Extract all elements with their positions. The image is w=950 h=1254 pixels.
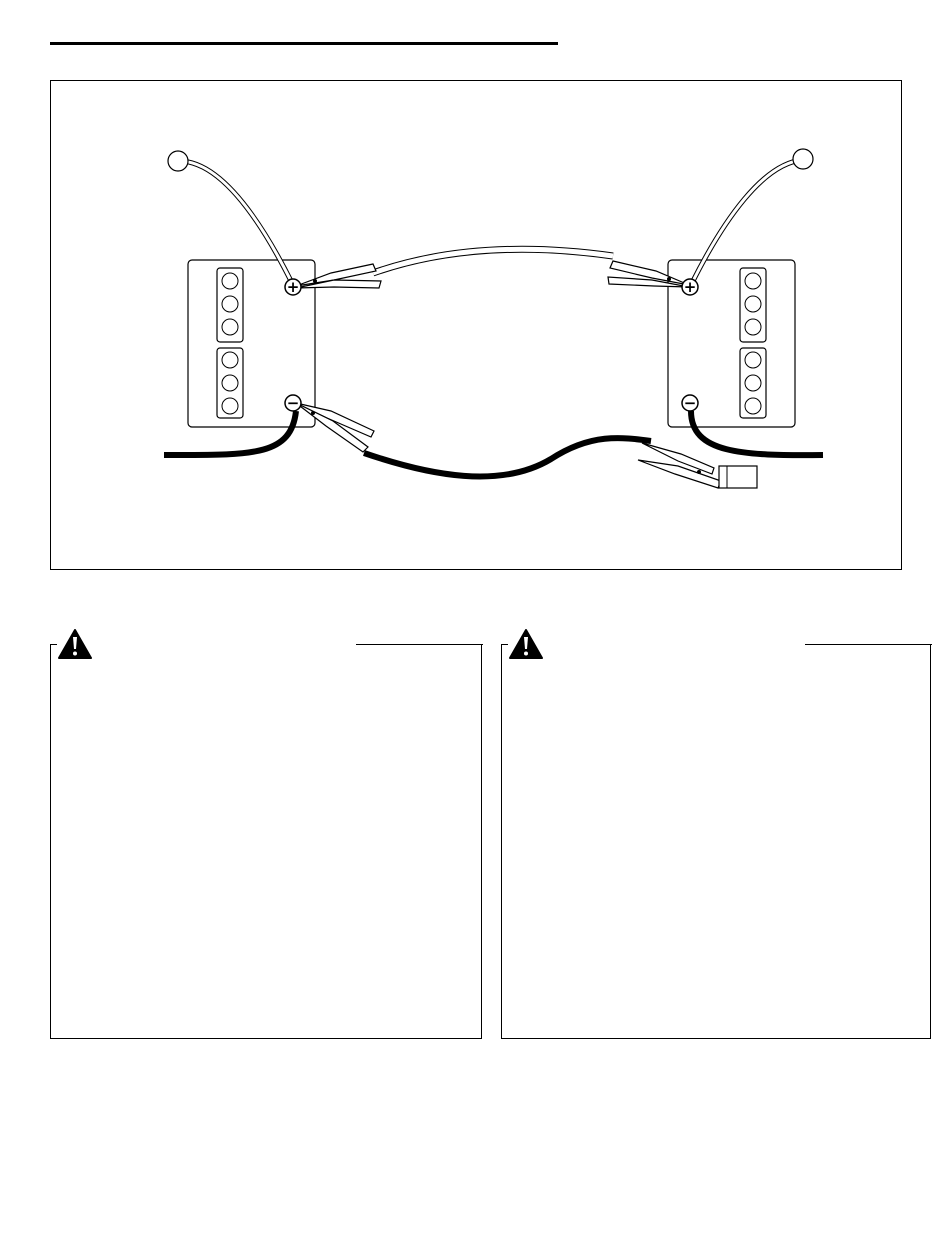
warning-triangle-icon [508, 628, 544, 660]
warning-box-right [501, 644, 931, 1039]
terminal-negative-right [682, 394, 698, 412]
terminal-positive-label-left: + [286, 278, 300, 296]
jump-start-figure [50, 80, 902, 570]
terminal-positive-label-right: + [683, 278, 697, 296]
terminal-positive-left [285, 278, 301, 296]
jumper-cable-positive [296, 249, 689, 288]
warning-triangle-icon [57, 628, 93, 660]
heading-rule [50, 42, 558, 45]
terminal-negative-left [285, 394, 301, 412]
warning-box-left [50, 644, 482, 1039]
terminal-positive-right [682, 278, 698, 296]
terminal-negative-label-right: − [683, 394, 697, 412]
terminal-negative-label-left: − [286, 394, 300, 412]
jump-start-diagram [51, 81, 903, 571]
